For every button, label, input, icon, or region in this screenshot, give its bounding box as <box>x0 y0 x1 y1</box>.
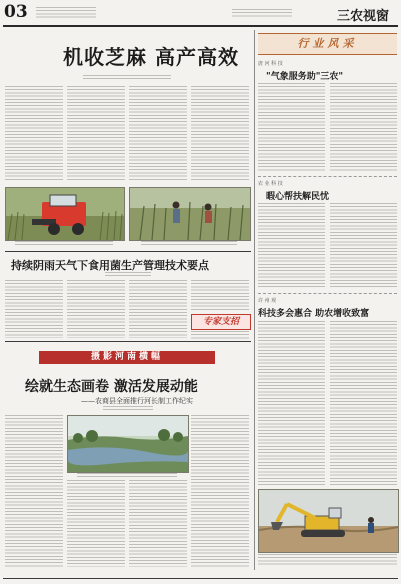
article-two-col-3 <box>129 280 187 338</box>
river-photo-caption <box>77 473 177 477</box>
page-header <box>0 0 401 26</box>
masthead-logo <box>183 5 223 17</box>
expert-banner-text: 专家支招 <box>202 317 239 327</box>
article-two-byline <box>105 272 151 276</box>
main-photo-right-caption <box>141 241 237 245</box>
excavator-photo-caption <box>258 554 397 566</box>
main-photo-left <box>5 187 125 241</box>
main-headline: 机收芝麻 高产高效 <box>63 45 239 69</box>
expert-banner <box>191 314 251 330</box>
sidebar-dash-1 <box>258 176 397 177</box>
article-two <box>5 254 251 340</box>
main-photo-left-caption <box>15 241 113 245</box>
divider-1 <box>5 251 251 252</box>
main-body-col-3 <box>129 86 187 182</box>
article-three <box>5 343 251 573</box>
article-three-subheadline: ——农商县全面推行河长制工作纪实 <box>81 397 193 405</box>
footer-rule <box>3 578 398 579</box>
page-number: 03 <box>4 2 28 22</box>
section-title: 三农视窗 <box>337 9 390 24</box>
main-body-col-4 <box>191 86 249 182</box>
column-label-1: 唐 河 科 技 <box>258 61 283 67</box>
sidebar-article-1-col-2 <box>330 83 397 171</box>
column-label-3: 许 州 观 <box>258 298 277 304</box>
column-label-2: 农 业 科 技 <box>258 181 283 187</box>
article-three-kicker: 摄影河南横幅 <box>39 351 215 364</box>
edition-info <box>36 7 96 19</box>
article-two-col-2 <box>67 280 125 338</box>
sidebar-article-2-col-2 <box>330 203 397 289</box>
sidebar <box>258 30 397 575</box>
divider-2 <box>5 341 251 342</box>
sidebar-article-1-headline: "气象服务助"三农" <box>266 72 344 82</box>
main-body-col-2 <box>67 86 125 182</box>
river-photo <box>67 415 189 473</box>
sidebar-article-3-col-1 <box>258 321 325 485</box>
sidebar-article-3-headline: 科技多会惠合 助农增收致富 <box>258 309 370 319</box>
article-three-col-1 <box>5 415 63 567</box>
article-three-col-4 <box>191 415 249 567</box>
main-article <box>5 33 251 249</box>
main-byline <box>83 75 171 79</box>
excavator-photo <box>258 489 399 553</box>
article-three-col-2 <box>67 480 125 567</box>
main-body-col-1 <box>5 86 63 182</box>
article-three-headline: 绘就生态画卷 激活发展动能 <box>25 379 198 395</box>
article-two-headline: 持续阴雨天气下食用菌生产管理技术要点 <box>11 259 209 272</box>
sidebar-article-3-col-2 <box>330 321 397 485</box>
column-banner-text: 行业风采 <box>297 37 358 50</box>
column-banner <box>258 33 397 55</box>
header-rule <box>3 25 398 27</box>
sidebar-divider <box>254 30 255 570</box>
article-three-col-3 <box>129 480 187 567</box>
editor-credits <box>232 9 292 18</box>
sidebar-article-2-col-1 <box>258 203 325 289</box>
article-two-col-4-tail <box>191 331 249 339</box>
article-three-byline <box>103 406 153 410</box>
article-two-col-4 <box>191 280 249 310</box>
sidebar-article-2-headline: 暇心帮扶解民忧 <box>266 192 330 202</box>
sidebar-dash-2 <box>258 293 397 294</box>
article-two-col-1 <box>5 280 63 338</box>
sidebar-article-1-col-1 <box>258 83 325 171</box>
main-photo-right <box>129 187 251 241</box>
